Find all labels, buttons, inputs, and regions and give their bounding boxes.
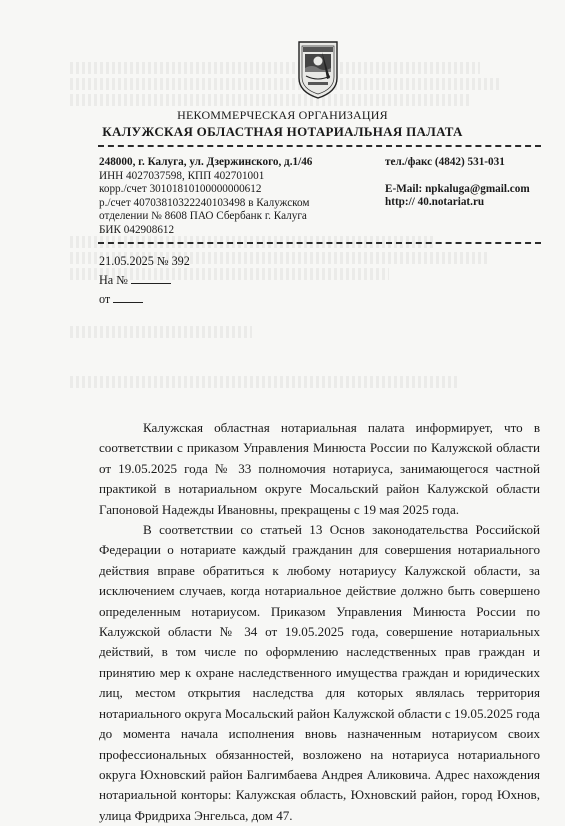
from-blank xyxy=(113,291,143,303)
from-line xyxy=(99,290,190,309)
contacts-block xyxy=(385,156,530,210)
email-address: E-Mail: npkaluga@gmail.com xyxy=(385,182,530,195)
bank-branch: отделении № 8608 ПАО Сбербанк г. Калуга xyxy=(99,210,307,222)
bleed-through-text xyxy=(70,376,525,392)
phone-fax: тел./факс (4842) 531-031 xyxy=(385,156,505,168)
from-label: от xyxy=(99,292,111,306)
bik: БИК 042908612 xyxy=(99,223,175,236)
organization-name: КАЛУЖСКАЯ ОБЛАСТНАЯ НОТАРИАЛЬНАЯ ПАЛАТА xyxy=(102,124,463,139)
bleed-through-text xyxy=(70,326,525,342)
letter-body xyxy=(99,418,540,826)
date-and-number: 21.05.2025 № 392 xyxy=(99,254,190,268)
notary-chamber-emblem-icon xyxy=(296,38,340,100)
requisites-divider xyxy=(98,242,541,244)
reference-blank xyxy=(131,272,171,284)
website: http:// 40.notariat.ru xyxy=(385,196,485,208)
inn-kpp: ИНН 4027037598, КПП 402701001 xyxy=(99,169,265,182)
postal-address: 248000, г. Калуга, ул. Дзержинского, д.1/46 xyxy=(99,156,313,168)
settlement-account: р./счет 40703810322240103498 в Калужском xyxy=(99,196,310,209)
outgoing-reference xyxy=(99,252,190,309)
correspondent-account: корр./счет 30101810100000000612 xyxy=(99,183,262,195)
requisites-block xyxy=(99,156,312,237)
paragraph-replacement-notary: В соответствии со статьей 13 Основ законодательства Российской Федерации о нотариате каждый гражданин для совершения нотариального действия вправе обратиться к любому нотариусу Калужской области, за исключением случаев, когда нотариальное действие должно быть совершено определенным нотариусом. Приказом Управления Минюста России по Калужской области № 34 от 19.05.2025 года, совершение нотариальных действий, в том числе по оформлению наследственных прав граждан и принятию мер к охране наследственного имущества граждан и юридических лиц, местом открытия наследства для которых являлась территория нотариального округа Мосальский район Калужской области с 19.05.2025 года до момента начала исполнения вновь назначенным нотариусом своих профессиональных обязанностей, возложено на нотариуса нотариального округа Юхновский район Балгимбаева Андрея Аликовича. Адрес нахождения нотариальной конторы: Калужская область, Юхновский район, город Юхнов, улица Фридриха Энгельса, дом 47. xyxy=(99,522,540,823)
organization-type: НЕКОММЕРЧЕСКАЯ ОРГАНИЗАЦИЯ xyxy=(177,108,388,122)
paragraph-notary-termination: Калужская областная нотариальная палата информирует, что в соответствии с приказом Управления Минюста России по Калужской области от 19.05.2025 года № 33 полномочия нотариуса, занимающегося частной практикой в нотариальном округе Мосальский район Калужской области Гапоновой Надежды Ивановны, прекращены с 19 мая 2025 года. xyxy=(99,420,540,517)
header-divider xyxy=(98,145,541,147)
reference-label: На № xyxy=(99,273,128,287)
reference-line xyxy=(99,271,190,290)
